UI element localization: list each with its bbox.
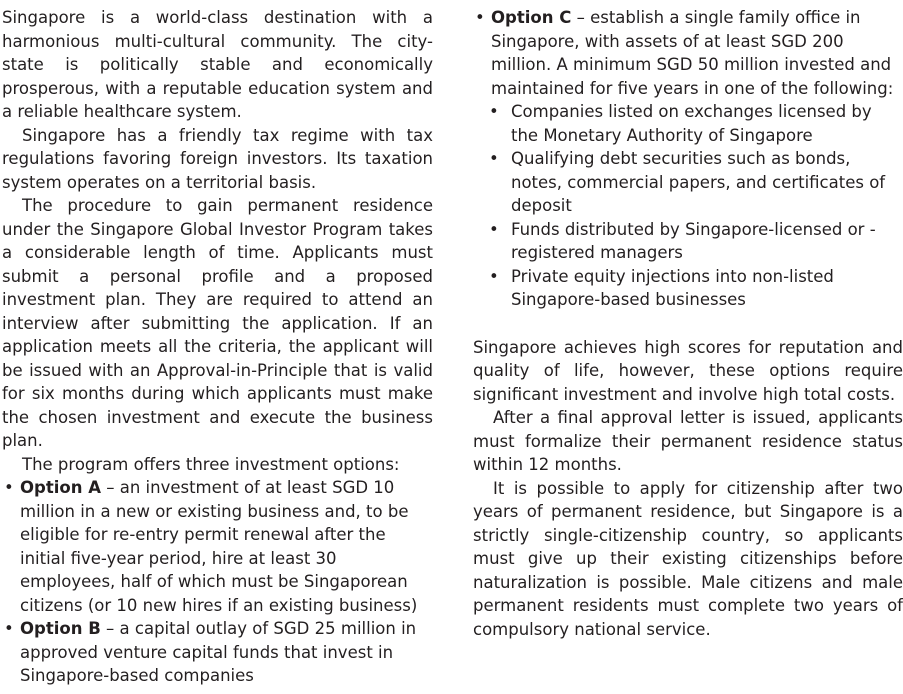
option-a-text: – an investment of at least SGD 10 million in a new or existing business and, to be eligible for re-entry permit renewal after the initial five-year period, hire at least 30 employees, half of which must be Singaporean citizens (or 10 new hires if an existing business) [20, 478, 418, 615]
option-c-sub-list [473, 100, 903, 312]
option-c-name: Option C [491, 8, 572, 27]
left-column [2, 6, 433, 688]
investment-options-list [2, 476, 433, 688]
paragraph-approval-letter: After a final approval letter is issued, applicants must formalize their permanent residence status within 12 months. [473, 408, 903, 474]
two-column-layout [0, 6, 903, 688]
list-item: • Companies listed on exchanges licensed by the Monetary Authority of Singapore [473, 100, 903, 147]
list-item-option-b [2, 617, 433, 688]
option-c-text: – establish a single family office in Singapore, with assets of at least SGD 200 million. A minimum SGD 50 million invested and maintained for five years in one of the following: [491, 8, 894, 98]
paragraph-reputation: Singapore achieves high scores for reputation and quality of life, however, these options require significant investment and involve high total costs. [473, 337, 903, 404]
option-c-list [473, 6, 903, 100]
list-item-option-a [2, 476, 433, 617]
list-item: • Private equity injections into non-listed Singapore-based businesses [473, 265, 903, 312]
paragraph-options-intro: The program offers three investment options: [22, 454, 400, 474]
paragraph-citizenship: It is possible to apply for citizenship after two years of permanent residence, but Singapore is a strictly single-citizenship country, so applicants must give up their existing citizenships before naturalization is possible. Male citizens and male permanent residents must complete two years of compulsory national service. [473, 478, 903, 639]
paragraph-intro: Singapore is a world-class destination with a harmonious multi-cultural community. The city-state is politically stable and economically prosperous, with a reputable education system and a reliable healthcare system. [2, 8, 433, 121]
option-a-name: Option A [20, 478, 101, 497]
list-item-option-c [473, 6, 903, 100]
paragraph-procedure: The procedure to gain permanent residence under the Singapore Global Investor Program takes a considerable length of time. Applicants must submit a personal profile and a proposed investment plan. They are required to attend an interview after submitting the application. If an application meets all the criteria, the applicant will be issued with an Approval-in-Principle that is valid for six months during which applicants must make the chosen investment and execute the business plan. [2, 196, 433, 450]
section-spacer [473, 312, 903, 336]
option-b-name: Option B [20, 619, 101, 638]
right-column [473, 6, 903, 688]
paragraph-tax-regime: Singapore has a friendly tax regime with tax regulations favoring foreign investors. Its taxation system operates on a territorial basis. [2, 125, 433, 192]
option-b-text: – a capital outlay of SGD 25 million in approved venture capital funds that invest in Singapore-based companies [20, 619, 417, 685]
list-item: • Qualifying debt securities such as bonds, notes, commercial papers, and certificates of deposit [473, 147, 903, 218]
list-item: • Funds distributed by Singapore-licensed or -registered managers [473, 218, 903, 265]
